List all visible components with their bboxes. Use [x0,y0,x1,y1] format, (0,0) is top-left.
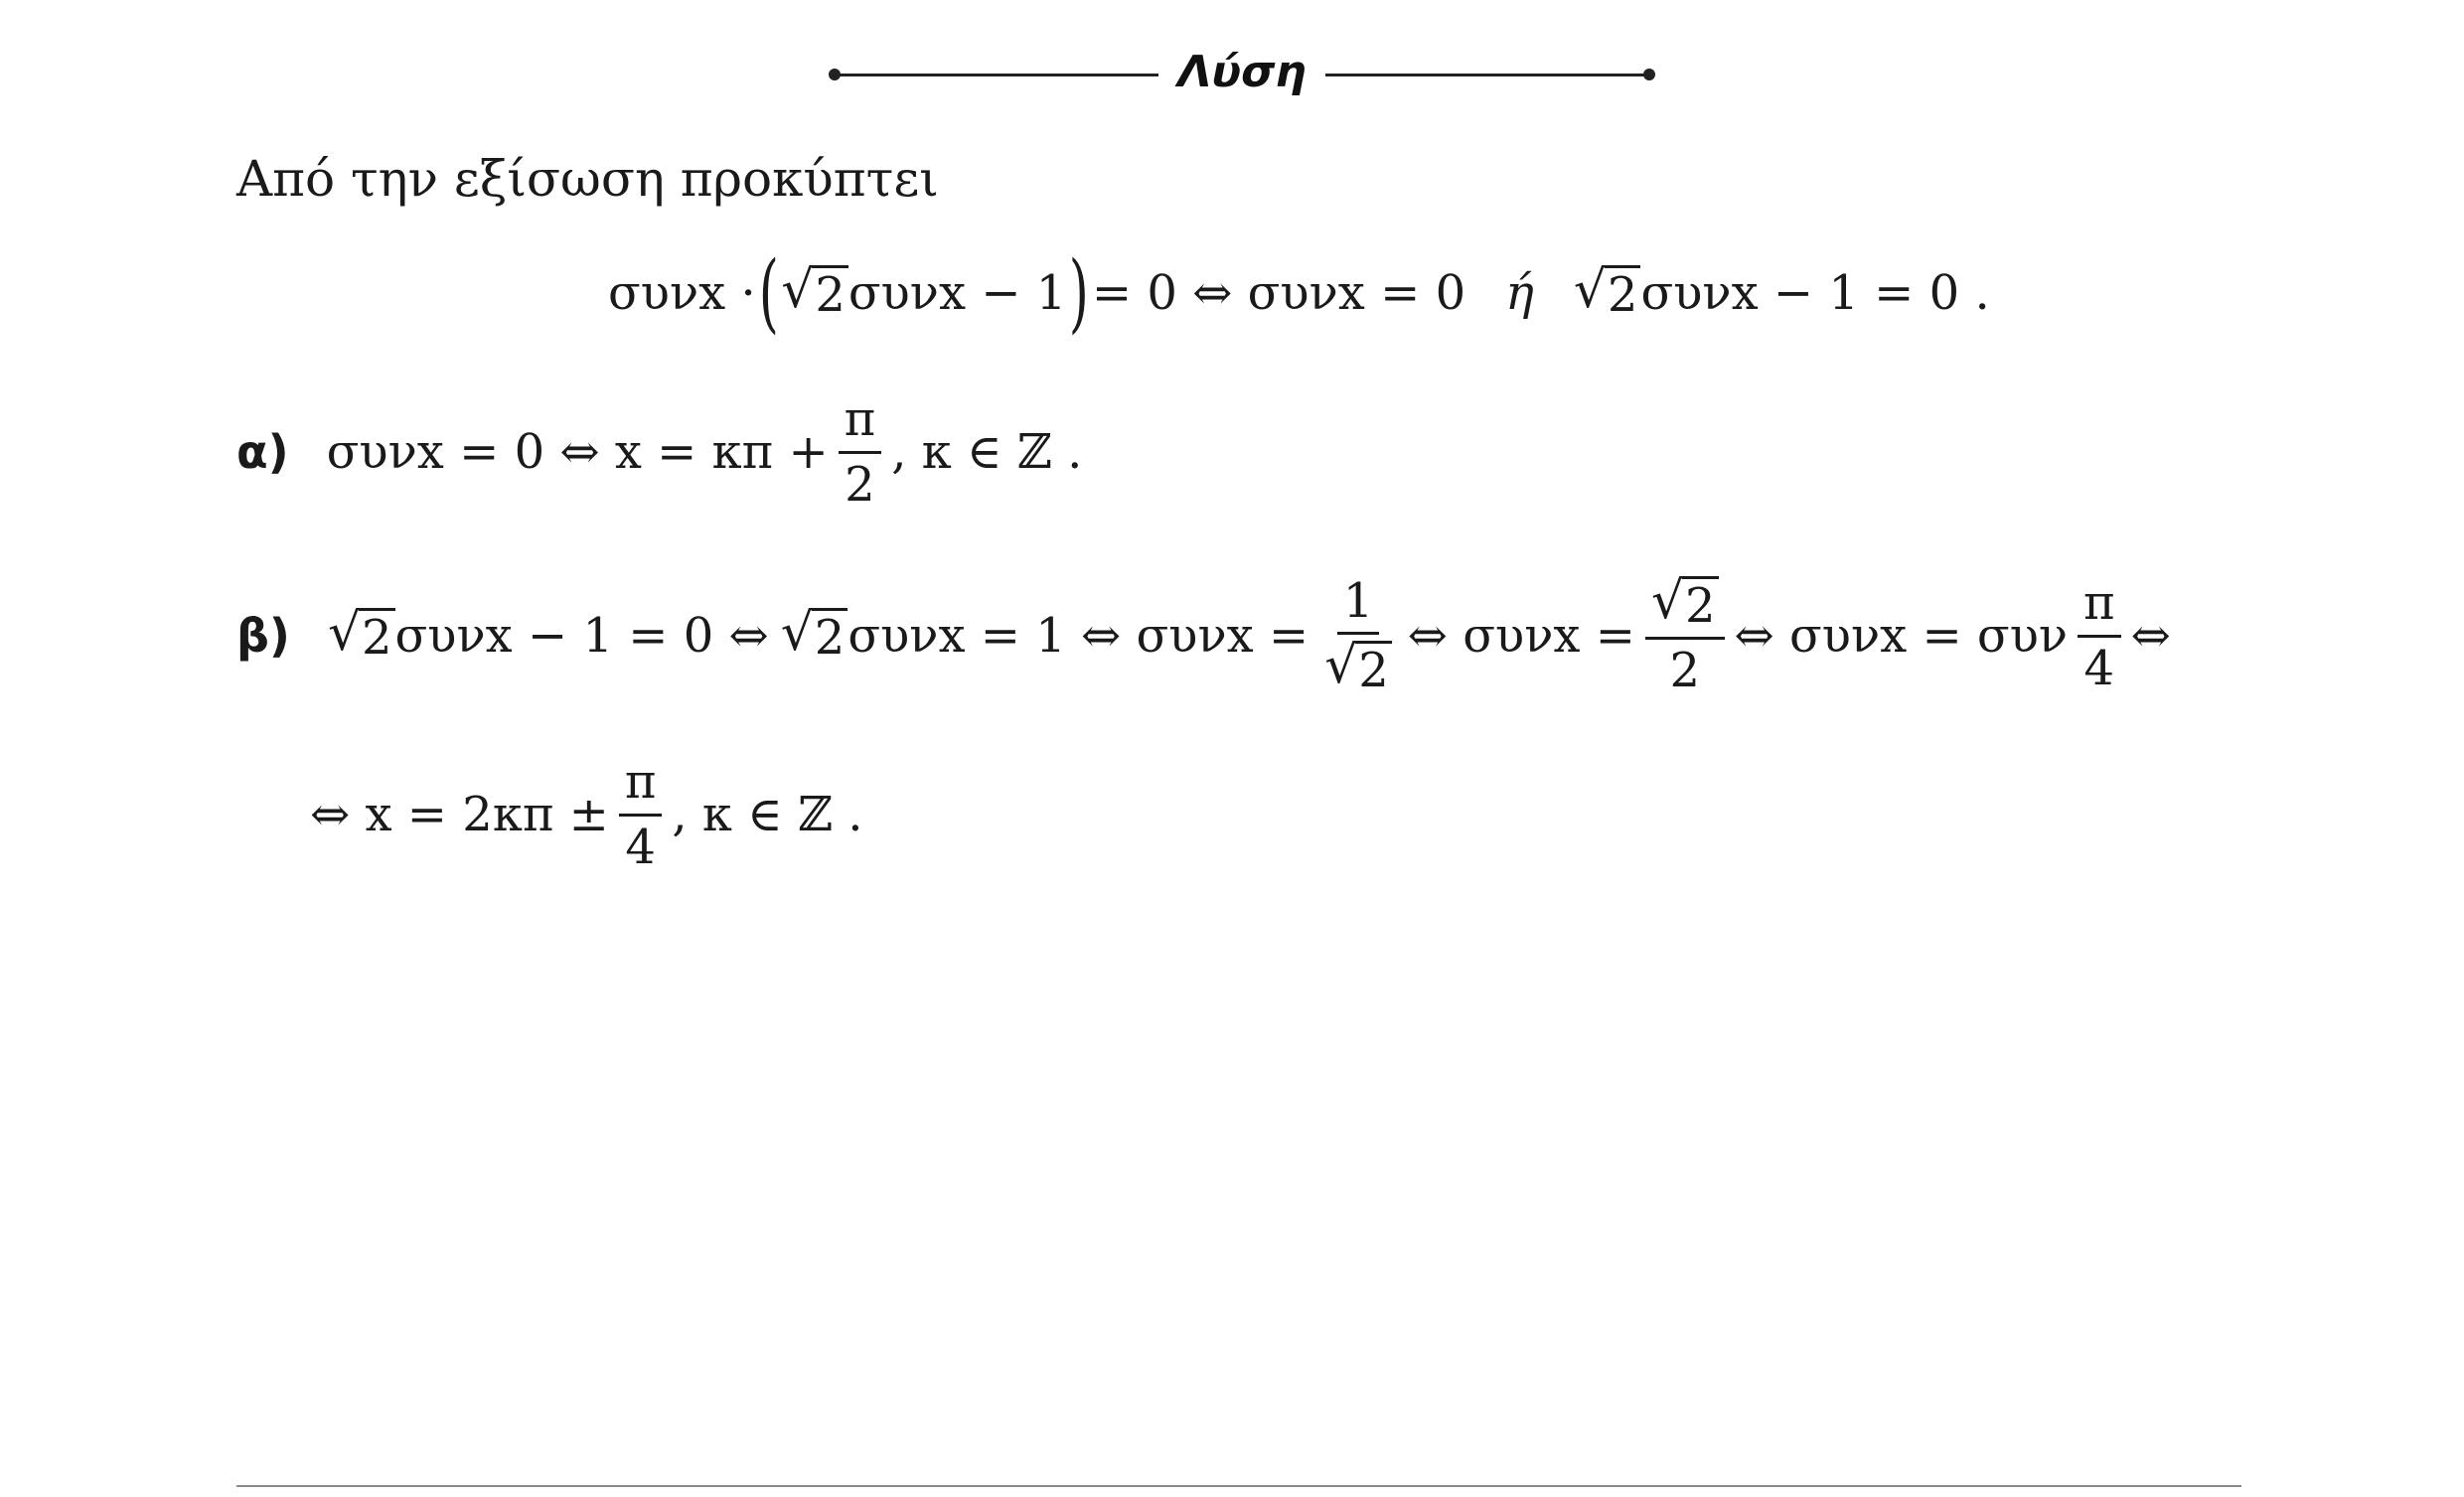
part-b [236,551,2171,720]
part-b-term-1: συνx − 1 = 0 ⇔ [394,608,769,664]
radicand: 2 [812,608,848,663]
factored-equation [608,233,1990,353]
eq1-term-2: συνx − 1 [847,265,1067,321]
part-b-continuation [310,750,863,879]
part-b2-term-1: ⇔ x = 2κπ ± [310,787,609,842]
part-b-label: β) [236,609,290,663]
radical-sign: √ [1573,260,1607,321]
part-b-term-2: συνx = 1 ⇔ συνx = [847,608,1309,664]
eq1-or: ή [1505,265,1534,321]
section-header [0,38,2464,107]
part-a-term-2: , κ ∈ ℤ . [891,424,1083,480]
right-paren: ) [1069,243,1090,343]
fraction-numerator: π [839,394,882,453]
radicand: 2 [1605,265,1641,320]
fraction-pi-over-4 [619,754,663,875]
fraction-pi-over-4 [2078,575,2121,696]
fraction-pi-over-2 [839,391,882,513]
fraction-numerator: π [619,757,663,816]
header-left-rule [835,74,1158,76]
section-title: Λύση [1177,47,1307,97]
eq1-term-1: συνx · [608,265,756,321]
fraction-denominator [1318,635,1398,698]
radical-sign: √ [327,603,361,664]
fraction-numerator [1645,570,1725,640]
part-b-term-3: ⇔ συνx = [1407,608,1635,664]
fraction-numerator: π [2078,578,2121,637]
fraction-sqrt2-over-2 [1645,570,1725,698]
fraction-1-over-sqrt2 [1318,572,1398,698]
sqrt-2 [1573,260,1641,324]
part-b-term-4: ⇔ συνx = συν [1734,608,2069,664]
fraction-numerator: 1 [1337,576,1380,635]
part-a-term-1: συνx = 0 ⇔ x = κπ + [326,424,829,480]
radicand: 2 [812,265,848,320]
intro-sentence: Από την εξίσωση προκύπτει [236,150,939,208]
radical-sign: √ [781,260,815,321]
left-paren: ( [758,243,779,343]
radical-sign: √ [780,603,814,664]
sqrt-2 [1324,636,1392,698]
sqrt-2 [781,260,848,324]
fraction-denominator: 4 [625,819,656,875]
footer-rule [236,1485,2241,1487]
radicand: 2 [1682,576,1719,631]
part-a [236,387,1082,517]
sqrt-2 [327,603,395,667]
fraction-denominator: 4 [2083,640,2115,696]
sqrt-2 [780,603,848,667]
fraction-denominator: 2 [845,456,875,513]
radical-sign: √ [1650,570,1684,631]
part-b-term-5: ⇔ [2130,608,2171,664]
part-a-label: α) [236,425,289,479]
header-right-rule [1325,74,1649,76]
fraction-denominator: 2 [1669,643,1700,698]
radicand: 2 [359,608,395,663]
header-right-dot [1643,69,1655,80]
sqrt-2 [1650,570,1719,634]
radicand: 2 [1355,641,1392,695]
eq1-term-3: = 0 ⇔ συνx = 0 [1091,265,1466,321]
radical-sign: √ [1324,636,1358,695]
part-b2-term-2: , κ ∈ ℤ . [672,787,863,842]
eq1-term-4: συνx − 1 = 0 . [1640,265,1990,321]
